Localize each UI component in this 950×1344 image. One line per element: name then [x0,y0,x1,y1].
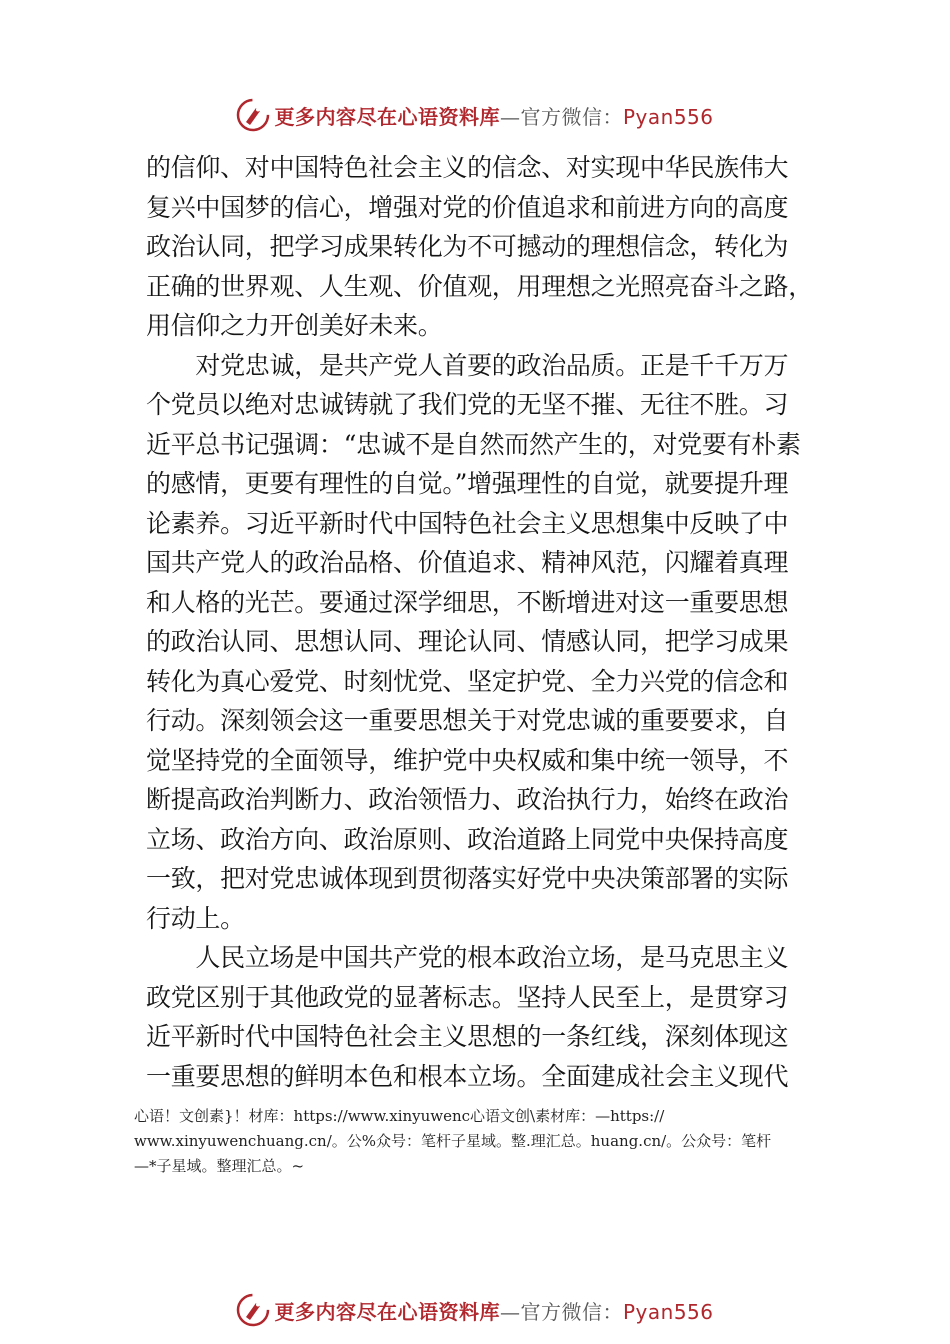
banner-official: —官方微信： [499,104,623,129]
banner-text [274,1296,713,1325]
pen-logo-icon [236,1293,270,1327]
text-line: 转化为真心爱党、时刻忧党、坚定护党、全力兴党的信念和 [146,666,789,696]
banner-wechat-id: Pyan556 [622,104,714,129]
paragraph-1 [146,148,816,346]
banner-text [274,101,713,130]
paragraph-2 [146,346,816,939]
text-line: 的信仰、对中国特色社会主义的信念、对实现中华民族伟大 [146,153,789,182]
text-line: 政治认同，把学习成果转化为不可撼动的理想信念，转化为 [146,232,789,261]
banner-brand: 更多内容尽在心语资料库 [274,1299,500,1324]
footer-note-line: www.xinyuwenchuang.cn/。公%众号：笔杆子星域。整.理汇总。huang.cn/。公众号：笔杆 [134,1132,772,1150]
text-line: 行动上。 [146,903,245,933]
text-line: 和人格的光芒。要通过深学细思，不断增进对这一重要思想 [146,587,789,617]
text-line: 个党员以绝对忠诚铸就了我们党的无坚不摧、无往不胜。习 [146,390,789,419]
banner-official: —官方微信： [499,1299,623,1324]
text-line: 政党区别于其他政党的显著标志。坚持人民至上，是贯穿习 [146,982,789,1012]
text-line: 人民立场是中国共产党的根本政治立场，是马克思主义 [146,943,789,972]
text-line: 论素养。习近平新时代中国特色社会主义思想集中反映了中 [146,508,789,538]
text-line: 的政治认同、思想认同、理论认同、情感认同，把学习成果 [146,627,789,656]
text-line: 正确的世界观、人生观、价值观，用理想之光照亮奋斗之路， [146,271,813,301]
text-line: 一重要思想的鲜明本色和根本立场。全面建成社会主义现代 [146,1061,789,1091]
header-banner [0,95,950,135]
banner-brand: 更多内容尽在心语资料库 [274,104,500,129]
pen-logo-icon [236,98,270,132]
banner-wechat-id: Pyan556 [622,1299,714,1324]
text-line: 断提高政治判断力、政治领悟力、政治执行力，始终在政治 [146,785,789,814]
text-line: 一致，把对党忠诚体现到贯彻落实好党中央决策部署的实际 [146,864,789,893]
footer-banner [0,1290,950,1330]
paragraph-3 [146,938,816,1096]
text-line: 立场、政治方向、政治原则、政治道路上同党中央保持高度 [146,824,789,854]
footer-note [134,1104,844,1179]
text-line: 复兴中国梦的信心，增强对党的价值追求和前进方向的高度 [146,192,789,222]
text-line: 觉坚持党的全面领导，维护党中央权威和集中统一领导，不 [146,745,789,775]
text-line: 近平总书记强调：“忠诚不是自然而然产生的，对党要有朴素 [146,429,801,459]
text-line: 近平新时代中国特色社会主义思想的一条红线，深刻体现这 [146,1022,789,1051]
text-line: 行动。深刻领会这一重要思想关于对党忠诚的重要要求，自 [146,706,789,735]
text-line: 的感情，更要有理性的自觉。”增强理性的自觉，就要提升理 [146,469,789,498]
footer-note-line: —*子星域。整理汇总。~ [134,1157,305,1175]
text-line: 对党忠诚，是共产党人首要的政治品质。正是千千万万 [146,350,789,380]
text-line: 用信仰之力开创美好未来。 [146,311,443,340]
footer-note-line: 心语！文创素}！材库：https://www.xinyuwenc心语文创\素材库：—https:// [134,1107,665,1125]
document-body [146,148,816,1096]
text-line: 国共产党人的政治品格、价值追求、精神风范，闪耀着真理 [146,548,789,577]
